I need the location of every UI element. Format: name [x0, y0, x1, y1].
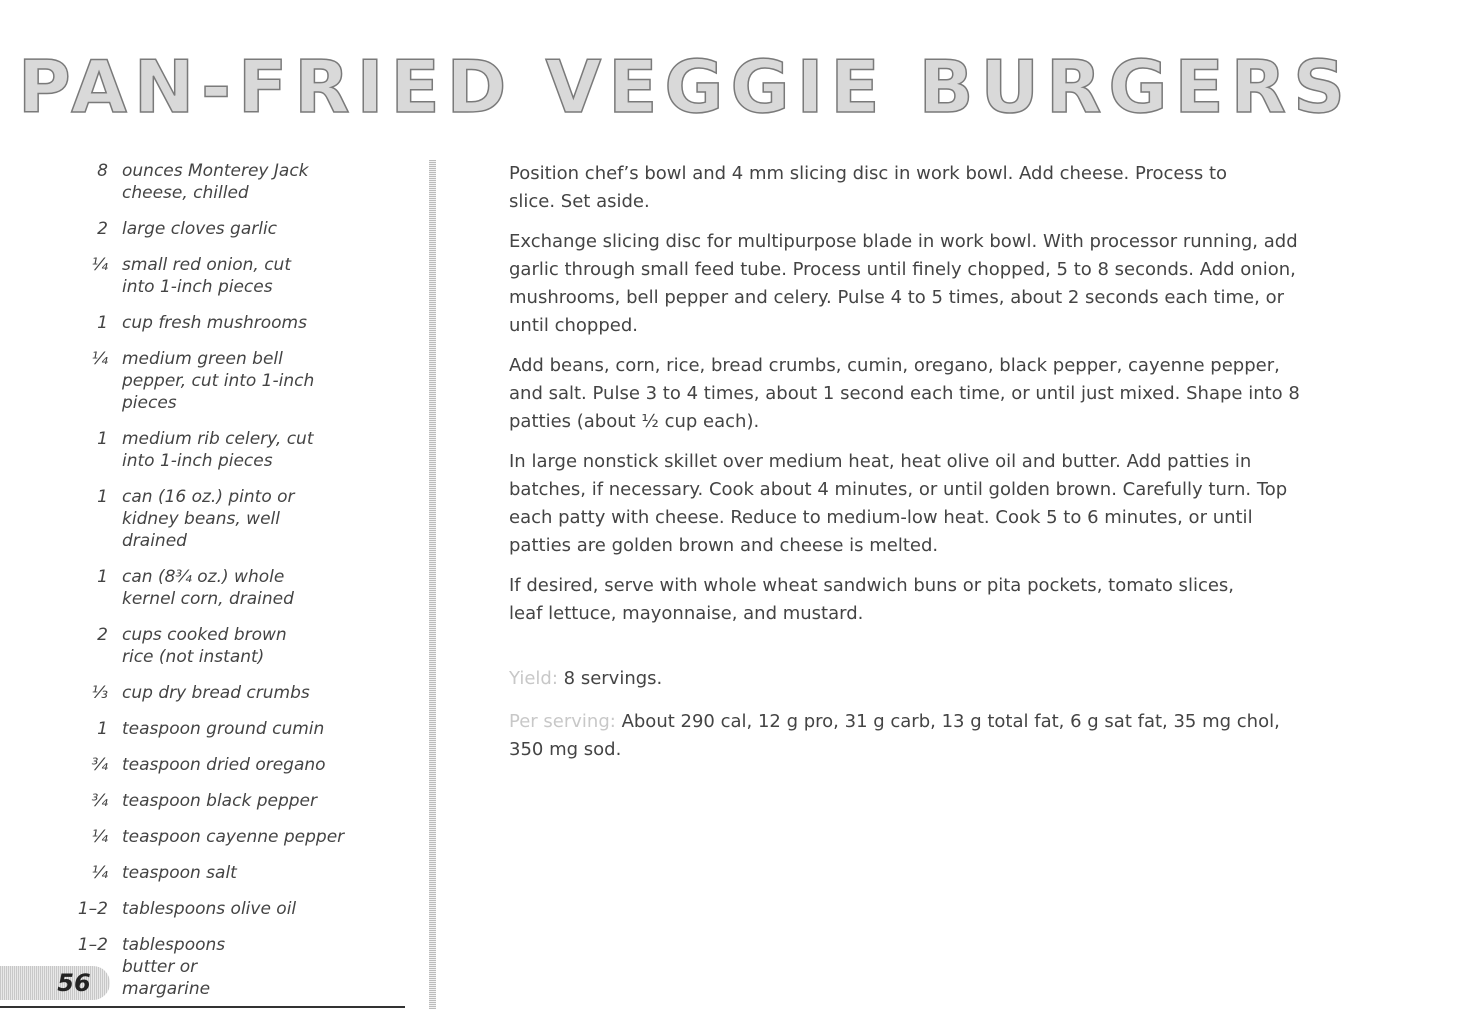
ingredient-qty: 1 — [97, 487, 108, 507]
page-number: 56 — [57, 969, 91, 997]
direction-step: If desired, serve with whole wheat sandwich buns or pita pockets, tomato slices, leaf lettuce, mayonnaise, and mustard. — [509, 575, 1235, 624]
ingredient-text: can (8¾ oz.) whole kernel corn, drained — [122, 567, 294, 609]
direction-step: Exchange slicing disc for multipurpose blade in work bowl. With processor running, add garlic through small feed tube. Process until finely chopped, 5 to 8 seconds. Add onion, mushrooms, bell pepper and celery. Pulse 4 to 5 times, about 2 seconds each time, or until chopped. — [509, 231, 1298, 336]
ingredient-item — [60, 862, 420, 884]
ingredient-item — [60, 790, 420, 812]
directions — [509, 160, 1309, 640]
ingredient-item — [60, 160, 420, 204]
ingredient-text: tablespoons butter or margarine — [122, 935, 226, 999]
ingredient-qty: ¼ — [91, 863, 108, 883]
ingredient-item — [60, 754, 420, 776]
yield — [509, 665, 1309, 693]
ingredient-qty: 1–2 — [77, 935, 108, 955]
ingredient-qty: ¼ — [91, 827, 108, 847]
ingredient-item — [60, 428, 420, 472]
nutrition-label: Per serving: — [509, 711, 616, 732]
direction-step: Position chef’s bowl and 4 mm slicing disc in work bowl. Add cheese. Process to slice. Set aside. — [509, 163, 1228, 212]
ingredient-qty: ¼ — [91, 255, 108, 275]
ingredient-item — [60, 566, 420, 610]
ingredient-qty: 2 — [97, 219, 108, 239]
ingredient-item — [60, 624, 420, 668]
direction-step: Add beans, corn, rice, bread crumbs, cumin, oregano, black pepper, cayenne pepper, and salt. Pulse 3 to 4 times, about 1 second each time, or until just mixed. Shape into 8 patties (about ½ cup each). — [509, 355, 1300, 432]
ingredient-text: medium rib celery, cut into 1-inch pieces — [122, 429, 314, 471]
ingredient-item — [60, 682, 420, 704]
ingredient-text: cup fresh mushrooms — [122, 313, 307, 333]
ingredient-qty: ¾ — [91, 755, 108, 775]
ingredient-text: large cloves garlic — [122, 219, 278, 239]
direction-step: In large nonstick skillet over medium heat, heat olive oil and butter. Add patties in batches, if necessary. Cook about 4 minutes, or until golden brown. Carefully turn. Top each patty with cheese. Reduce to medium-low heat. Cook 5 to 6 minutes, or until patties are golden brown and cheese is melted. — [509, 451, 1288, 556]
ingredient-text: can (16 oz.) pinto or kidney beans, well drained — [122, 487, 295, 551]
ingredient-item — [60, 312, 420, 334]
ingredient-qty: ¼ — [91, 349, 108, 369]
ingredient-text: medium green bell pepper, cut into 1-inch pieces — [122, 349, 315, 413]
ingredient-text: tablespoons olive oil — [122, 899, 297, 919]
footer-rule — [0, 1006, 405, 1008]
ingredient-qty: 2 — [97, 625, 108, 645]
nutrition-info — [481, 708, 1309, 764]
ingredient-text: teaspoon ground cumin — [122, 719, 325, 739]
ingredient-qty: 1 — [97, 429, 108, 449]
page-title: PAN-FRIED VEGGIE BURGERS — [18, 45, 1352, 129]
ingredient-item — [60, 486, 420, 552]
ingredient-text: small red onion, cut into 1-inch pieces — [122, 255, 291, 297]
ingredient-qty: 1–2 — [77, 899, 108, 919]
ingredient-qty: 8 — [97, 161, 108, 181]
ingredient-item — [60, 254, 420, 298]
ingredient-item — [60, 218, 420, 240]
ingredient-item — [60, 934, 420, 1000]
yield-value: 8 servings. — [563, 668, 663, 689]
ingredient-item — [60, 718, 420, 740]
yield-label: Yield: — [509, 668, 558, 689]
ingredient-text: teaspoon salt — [122, 863, 237, 883]
ingredient-text: ounces Monterey Jack cheese, chilled — [122, 161, 309, 203]
ingredient-text: cups cooked brown rice (not instant) — [122, 625, 287, 667]
ingredient-qty: 1 — [97, 313, 108, 333]
ingredient-item — [60, 898, 420, 920]
ingredient-text: teaspoon black pepper — [122, 791, 317, 811]
ingredient-qty: ⅓ — [91, 683, 108, 703]
nutrition-value: About 290 cal, 12 g pro, 31 g carb, 13 g total fat, 6 g sat fat, 35 mg chol, 350 mg sod. — [509, 711, 1280, 760]
ingredients-list — [60, 160, 420, 1014]
ingredient-qty: 1 — [97, 719, 108, 739]
ingredient-text: cup dry bread crumbs — [122, 683, 310, 703]
ingredient-qty: 1 — [97, 567, 108, 587]
ingredient-item — [60, 348, 420, 414]
column-divider — [429, 160, 436, 1009]
ingredient-qty: ¾ — [91, 791, 108, 811]
ingredient-text: teaspoon cayenne pepper — [122, 827, 345, 847]
ingredient-item — [60, 826, 420, 848]
ingredient-text: teaspoon dried oregano — [122, 755, 326, 775]
